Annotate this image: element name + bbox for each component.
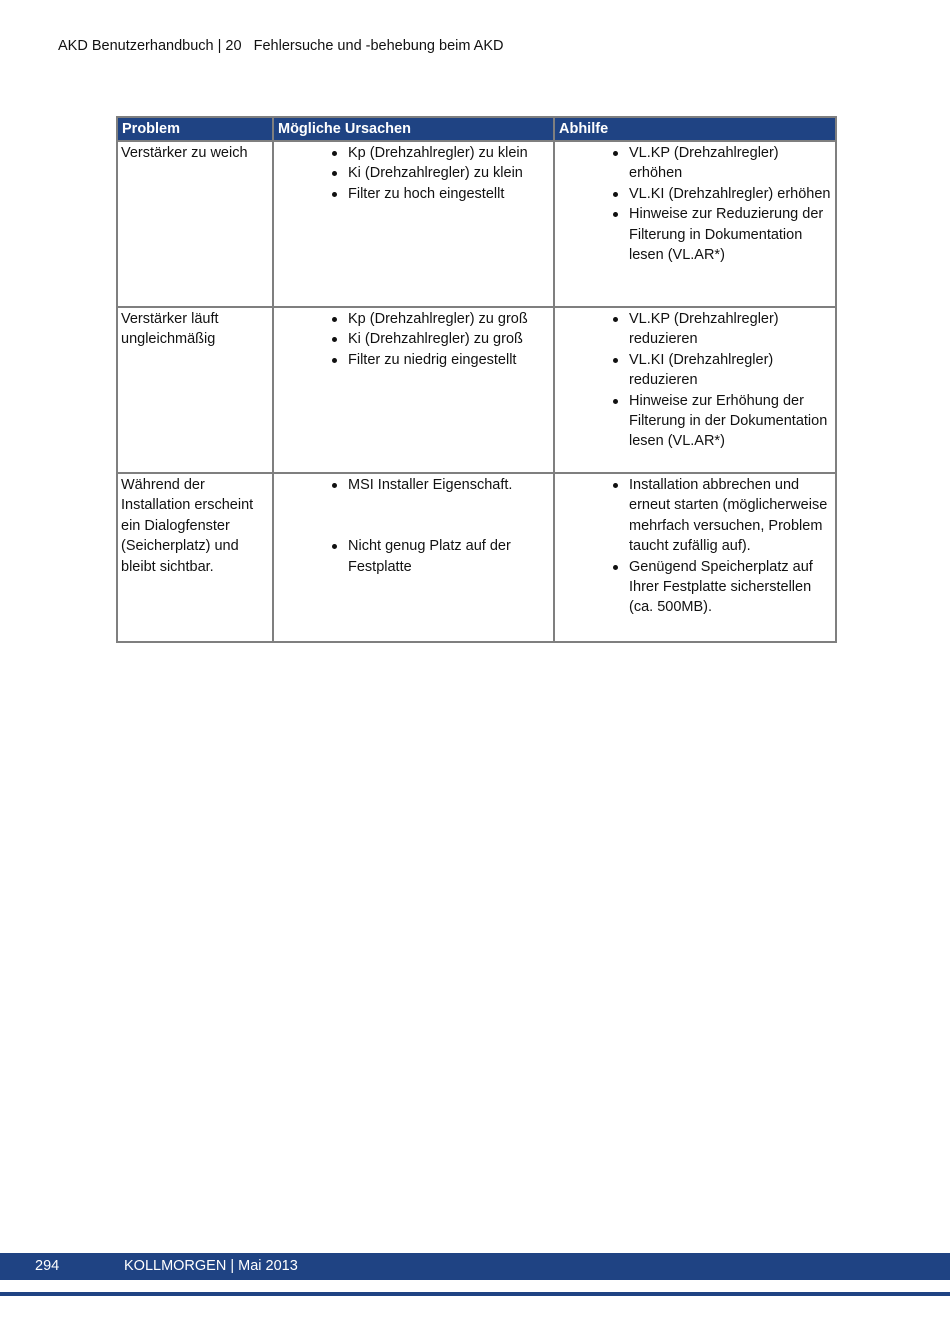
list-item: Installation abbrechen und erneut starten (möglicherweise mehrfach versuchen, Problem taucht zufällig auf). xyxy=(559,475,831,557)
causes-cell xyxy=(273,141,554,307)
column-header-causes: Mögliche Ursachen xyxy=(273,117,554,141)
causes-list xyxy=(278,143,549,204)
list-item: Kp (Drehzahlregler) zu groß xyxy=(278,309,549,329)
list-item: Genügend Speicherplatz auf Ihrer Festplatte sicherstellen (ca. 500MB). xyxy=(559,557,831,618)
page-number: 294 xyxy=(35,1258,60,1274)
table-row xyxy=(117,307,836,473)
footer-divider xyxy=(0,1292,950,1296)
column-header-problem: Problem xyxy=(117,117,273,141)
list-item: VL.KI (Drehzahlregler) erhöhen xyxy=(559,184,831,204)
footer-bar xyxy=(0,1253,950,1280)
remedies-cell xyxy=(554,307,836,473)
list-item: MSI Installer Eigenschaft. xyxy=(278,475,549,495)
remedies-list xyxy=(559,143,831,265)
list-item: VL.KI (Drehzahlregler) reduzieren xyxy=(559,350,831,391)
problem-cell: Verstärker läuft ungleichmäßig xyxy=(117,307,273,473)
list-item: Hinweise zur Erhöhung der Filterung in der Dokumentation lesen (VL.AR*) xyxy=(559,391,831,452)
list-item: Ki (Drehzahlregler) zu groß xyxy=(278,329,549,349)
table-header-row xyxy=(117,117,836,141)
remedies-cell xyxy=(554,141,836,307)
causes-cell xyxy=(273,307,554,473)
remedies-list xyxy=(559,475,831,618)
list-item: VL.KP (Drehzahlregler) reduzieren xyxy=(559,309,831,350)
list-item: Hinweise zur Reduzierung der Filterung in Dokumentation lesen (VL.AR*) xyxy=(559,204,831,265)
causes-cell xyxy=(273,473,554,642)
list-item: Filter zu niedrig eingestellt xyxy=(278,350,549,370)
list-item: Filter zu hoch eingestellt xyxy=(278,184,549,204)
list-item: Nicht genug Platz auf der Festplatte xyxy=(278,536,549,577)
troubleshooting-table xyxy=(116,116,837,643)
remedies-cell xyxy=(554,473,836,642)
causes-list xyxy=(278,475,549,577)
list-item: Kp (Drehzahlregler) zu klein xyxy=(278,143,549,163)
column-header-remedies: Abhilfe xyxy=(554,117,836,141)
footer-brand-date: KOLLMORGEN | Mai 2013 xyxy=(124,1258,298,1274)
list-item: Ki (Drehzahlregler) zu klein xyxy=(278,163,549,183)
list-item: VL.KP (Drehzahlregler) erhöhen xyxy=(559,143,831,184)
problem-cell: Während der Installation erscheint ein Dialogfenster (Seicherplatz) und bleibt sichtbar. xyxy=(117,473,273,642)
remedies-list xyxy=(559,309,831,452)
causes-list xyxy=(278,309,549,370)
problem-cell: Verstärker zu weich xyxy=(117,141,273,307)
running-header: AKD Benutzerhandbuch | 20 Fehlersuche und -behebung beim AKD xyxy=(58,38,504,54)
table-row xyxy=(117,141,836,307)
table-row xyxy=(117,473,836,642)
